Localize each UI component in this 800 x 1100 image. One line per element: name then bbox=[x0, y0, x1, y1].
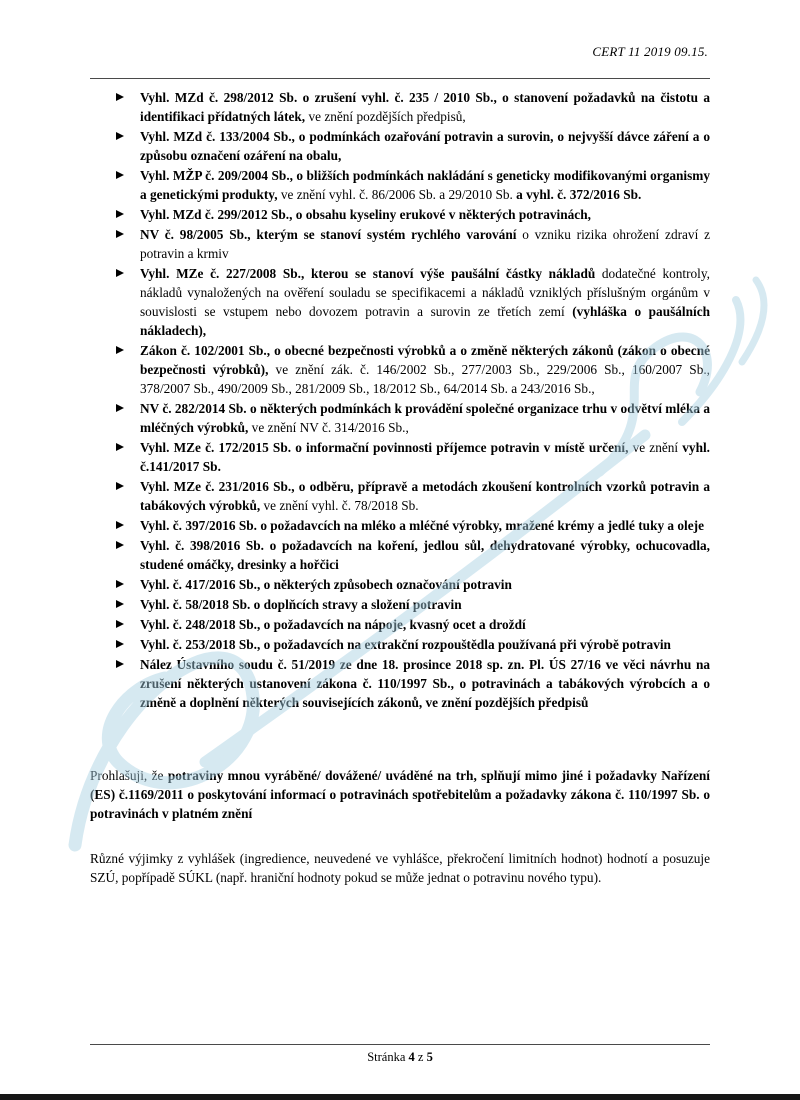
text-segment: Stránka bbox=[367, 1050, 409, 1064]
arrow-bullet-icon bbox=[116, 210, 124, 218]
arrow-bullet-icon bbox=[116, 580, 124, 588]
list-item-text bbox=[140, 129, 710, 163]
list-item-text bbox=[140, 479, 710, 513]
list-item-text bbox=[140, 518, 704, 533]
list-item bbox=[90, 399, 710, 437]
page-number bbox=[0, 1050, 800, 1065]
list-item-text bbox=[140, 657, 710, 710]
text-segment: Vyhl. č. 417/2016 Sb., o některých způsobech označování potravin bbox=[140, 577, 512, 592]
list-item bbox=[90, 166, 710, 204]
list-item-text bbox=[140, 577, 512, 592]
list-item-text bbox=[140, 440, 710, 474]
footer-rule bbox=[90, 1044, 710, 1045]
text-segment: z bbox=[414, 1050, 427, 1064]
list-item bbox=[90, 341, 710, 398]
list-item bbox=[90, 516, 710, 535]
text-segment: Vyhl. č. 58/2018 Sb. o doplňcích stravy a složení potravin bbox=[140, 597, 462, 612]
list-item bbox=[90, 536, 710, 574]
text-segment: ve znění zák. č. 146/2002 Sb., 277/2003 Sb., 229/2006 Sb., 160/2007 Sb., 378/2007 Sb., 490/2009 Sb., 281/2009 Sb., 18/2012 Sb., 64/2014 Sb. a 243/2016 Sb., bbox=[140, 362, 710, 396]
list-item bbox=[90, 205, 710, 224]
text-segment: Nález Ústavního soudu č. 51/2019 ze dne 18. prosince 2018 sp. zn. Pl. ÚS 27/16 ve věci návrhu na zrušení některých ustanovení zákona č. 110/1997 Sb., o potravinách a tabákových výrobcích a o změně a doplnění některých souvisejících zákonů, ve znění pozdějších předpisů bbox=[140, 657, 710, 710]
list-item bbox=[90, 88, 710, 126]
list-item-text bbox=[140, 538, 710, 572]
arrow-bullet-icon bbox=[116, 541, 124, 549]
list-item-text bbox=[140, 617, 526, 632]
text-segment: a vyhl. č. 372/2016 Sb. bbox=[516, 187, 642, 202]
arrow-bullet-icon bbox=[116, 620, 124, 628]
text-segment: NV č. 282/2014 Sb. o některých podmínkách k provádění společné organizace trhu v odvětví mléka a mléčných výrobků, bbox=[140, 401, 710, 435]
text-segment: Vyhl. MZe č. 231/2016 Sb., o odběru, přípravě a metodách zkoušení kontrolních vzorků potravin a tabákových výrobků, bbox=[140, 479, 710, 513]
text-segment: 5 bbox=[426, 1050, 433, 1064]
arrow-bullet-icon bbox=[116, 93, 124, 101]
text-segment: vyhl. č.141/2017 Sb. bbox=[140, 440, 710, 474]
list-item-text bbox=[140, 637, 671, 652]
arrow-bullet-icon bbox=[116, 521, 124, 529]
list-item-text bbox=[140, 401, 710, 435]
list-item-text bbox=[140, 207, 591, 222]
text-segment: Vyhl. MŽP č. 209/2004 Sb., o bližších podmínkách nakládání s geneticky modifikovanými organismy a genetickými produkty, bbox=[140, 168, 710, 202]
list-item bbox=[90, 225, 710, 263]
list-item bbox=[90, 655, 710, 712]
text-segment: Vyhl. MZd č. 298/2012 Sb. o zrušení vyhl. č. 235 / 2010 Sb., o stanovení požadavků na čistotu a identifikaci přídatných látek, bbox=[140, 90, 710, 124]
arrow-bullet-icon bbox=[116, 171, 124, 179]
text-segment: ve znění vyhl. č. 86/2006 Sb. a 29/2010 Sb. bbox=[277, 187, 517, 202]
arrow-bullet-icon bbox=[116, 640, 124, 648]
text-segment: Vyhl. MZe č. 227/2008 Sb., kterou se stanoví výše paušální částky nákladů bbox=[140, 266, 596, 281]
arrow-bullet-icon bbox=[116, 230, 124, 238]
text-segment: (vyhláška o paušálních nákladech), bbox=[140, 304, 710, 338]
text-segment: Vyhl. č. 248/2018 Sb., o požadavcích na nápoje, kvasný ocet a droždí bbox=[140, 617, 526, 632]
text-segment: Vyhl. MZd č. 299/2012 Sb., o obsahu kyseliny erukové v některých potravinách, bbox=[140, 207, 591, 222]
list-item bbox=[90, 438, 710, 476]
arrow-bullet-icon bbox=[116, 404, 124, 412]
text-segment: dodatečné kontroly, nákladů vynaložených na ověření souladu se specifikacemi a nákladů vzniklých příslušným orgánům v souvislosti se vstupem nebo dovozem potravin a surovin ze třetích zemí bbox=[140, 266, 710, 319]
text-segment: ve znění NV č. 314/2016 Sb., bbox=[248, 420, 409, 435]
list-item-text bbox=[140, 266, 710, 338]
text-segment: ve znění pozdějších předpisů, bbox=[305, 109, 466, 124]
list-item bbox=[90, 635, 710, 654]
text-segment: Vyhl. MZd č. 133/2004 Sb., o podmínkách ozařování potravin a surovin, o nejvyšší dávce záření a o způsobu označení ozáření na obalu, bbox=[140, 129, 710, 163]
text-segment: potraviny mnou vyráběné/ dovážené/ uváděné na trh, splňují mimo jiné i požadavky Nařízení (ES) č.1169/2011 o poskytování informací o potravinách spotřebitelům a požadavky zákona č. 110/1997 Sb. o potravinách v platném znění bbox=[90, 768, 710, 821]
list-item bbox=[90, 575, 710, 594]
list-item bbox=[90, 264, 710, 340]
text-segment: Zákon č. 102/2001 Sb., o obecné bezpečnosti výrobků a o změně některých zákonů (zákon o obecné bezpečnosti výrobků), bbox=[140, 343, 710, 377]
arrow-bullet-icon bbox=[116, 443, 124, 451]
text-segment: ve znění bbox=[628, 440, 683, 455]
text-segment: o vzniku rizika ohrožení zdraví z potravin a krmiv bbox=[140, 227, 710, 261]
arrow-bullet-icon bbox=[116, 132, 124, 140]
list-item-text bbox=[140, 168, 710, 202]
doc-code: CERT 11 2019 09.15. bbox=[592, 44, 708, 59]
text-segment: ve znění vyhl. č. 78/2018 Sb. bbox=[260, 498, 419, 513]
declaration-paragraph bbox=[90, 766, 710, 823]
text-segment: Vyhl. č. 253/2018 Sb., o požadavcích na extrakční rozpouštědla používaná při výrobě potravin bbox=[140, 637, 671, 652]
text-segment: Vyhl. MZe č. 172/2015 Sb. o informační povinnosti příjemce potravin v místě určení, bbox=[140, 440, 629, 455]
text-segment: NV č. 98/2005 Sb., kterým se stanoví systém rychlého varování bbox=[140, 227, 517, 242]
arrow-bullet-icon bbox=[116, 346, 124, 354]
exceptions-paragraph bbox=[90, 849, 710, 887]
list-item-text bbox=[140, 343, 710, 396]
arrow-bullet-icon bbox=[116, 600, 124, 608]
arrow-bullet-icon bbox=[116, 482, 124, 490]
list-item bbox=[90, 477, 710, 515]
text-segment: Vyhl. č. 397/2016 Sb. o požadavcích na mléko a mléčné výrobky, mražené krémy a jedlé tuky a oleje bbox=[140, 518, 704, 533]
list-item-text bbox=[140, 597, 462, 612]
arrow-bullet-icon bbox=[116, 660, 124, 668]
law-list bbox=[90, 88, 710, 712]
text-segment: Vyhl. č. 398/2016 Sb. o požadavcích na koření, jedlou sůl, dehydratované výrobky, ochucovadla, studené omáčky, dresinky a hořčici bbox=[140, 538, 710, 572]
list-item bbox=[90, 127, 710, 165]
text-segment: Různé výjimky z vyhlášek (ingredience, neuvedené ve vyhlášce, překročení limitních hodnot) hodnotí a posuzuje SZÚ, popřípadě SÚKL (např. hraniční hodnoty pokud se může jednat o potravinu nového typu). bbox=[90, 851, 710, 885]
header-rule bbox=[90, 78, 710, 79]
arrow-bullet-icon bbox=[116, 269, 124, 277]
list-item bbox=[90, 615, 710, 634]
list-item-text bbox=[140, 90, 710, 124]
text-segment: Prohlašuji, že bbox=[90, 768, 168, 783]
page-bottom-edge bbox=[0, 1094, 800, 1100]
list-item-text bbox=[140, 227, 710, 261]
text-segment: 4 bbox=[408, 1050, 415, 1064]
document-body bbox=[90, 88, 710, 887]
list-item bbox=[90, 595, 710, 614]
